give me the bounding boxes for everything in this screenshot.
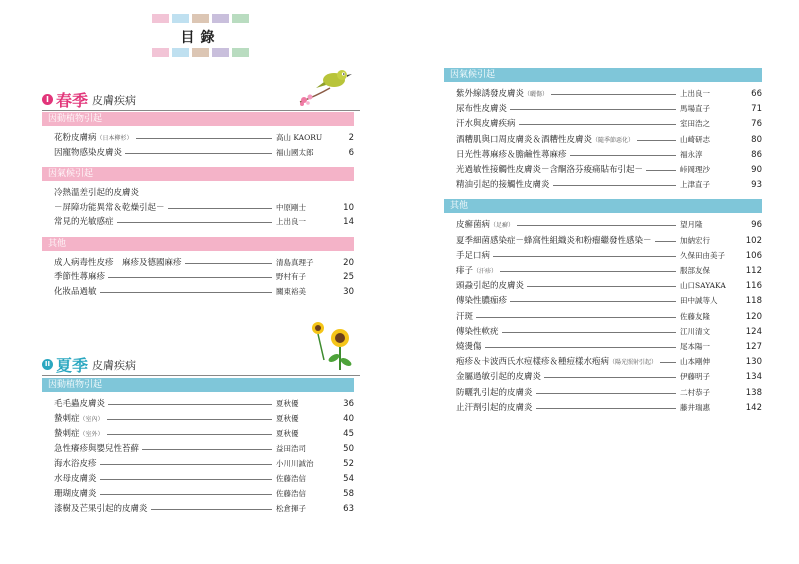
entry-author: 松倉揮子 <box>276 504 306 513</box>
entry-title <box>54 215 117 229</box>
entry-title <box>456 294 510 308</box>
toc-entry[interactable] <box>54 201 354 215</box>
toc-entry[interactable] <box>456 340 762 354</box>
entry-page: 63 <box>343 504 354 514</box>
entry-title-text: 痱子 <box>456 266 474 276</box>
toc-entry[interactable] <box>456 401 762 415</box>
entry-title-text: 海水浴皮疹 <box>54 459 97 469</box>
header-swatches-top <box>152 14 249 23</box>
entry-author: 關東裕美 <box>276 286 306 296</box>
toc-entry[interactable] <box>54 457 354 471</box>
entry-title <box>456 401 536 415</box>
entry-page: 25 <box>343 272 354 282</box>
entry-title <box>456 163 646 177</box>
leader-line <box>456 347 676 348</box>
group-label: 其他 <box>42 237 354 251</box>
entry-title-text: 頭蝨引起的皮膚炎 <box>456 281 525 292</box>
entry-note: （曬傷） <box>524 91 549 98</box>
entry-title <box>54 270 108 284</box>
entry-author: 山本剛伸 <box>680 357 710 367</box>
toc-entry[interactable] <box>54 427 354 441</box>
entry-author: 上出良一 <box>276 217 306 226</box>
toc-entry[interactable] <box>54 186 354 200</box>
entry-page: 52 <box>343 459 354 469</box>
toc-entry[interactable] <box>456 218 762 232</box>
entry-title <box>54 131 136 146</box>
group-label: 因氣候引起 <box>42 167 354 181</box>
entry-page: 130 <box>745 357 762 368</box>
entry-title <box>54 397 108 411</box>
toc-entry[interactable] <box>54 412 354 426</box>
entry-page: 2 <box>348 133 354 143</box>
entry-title <box>54 427 107 442</box>
toc-entry[interactable] <box>54 131 354 145</box>
entry-author: 小川川誠治 <box>276 459 314 468</box>
entry-page: 30 <box>343 286 354 297</box>
entry-title-text: －屏障功能異常＆乾燥引起－ <box>54 202 165 213</box>
entry-page: 142 <box>745 402 762 413</box>
entry-page: 112 <box>745 266 762 276</box>
entry-author: 二村恭子 <box>680 387 710 397</box>
toc-entry[interactable] <box>54 215 354 229</box>
entry-note: （室外） <box>79 431 104 438</box>
entry-title-text: 金屬過敏引起的皮膚炎 <box>456 372 542 383</box>
entry-title-text: 尿布性皮膚炎 <box>456 104 508 115</box>
toc-entry[interactable] <box>456 178 762 192</box>
entry-title-text: 傳染性軟疣 <box>456 326 499 337</box>
toc-entry[interactable] <box>54 270 354 284</box>
color-swatch <box>212 14 229 23</box>
entry-note: （足癬） <box>490 222 515 230</box>
toc-entry[interactable] <box>456 117 762 131</box>
entry-author: 夏秋優 <box>276 414 299 423</box>
entry-title-text: 花粉皮膚病 <box>54 133 97 143</box>
entry-author: 服部友保 <box>680 266 710 275</box>
group-label: 因動植物引起 <box>42 378 354 392</box>
group-label: 因動植物引起 <box>42 112 354 126</box>
entry-title <box>54 186 142 200</box>
entry-title <box>54 442 142 456</box>
entry-author: 上出良一 <box>680 89 710 98</box>
toc-entry[interactable] <box>54 502 354 516</box>
toc-entry[interactable] <box>456 386 762 400</box>
entry-note: （隨季節惡化） <box>592 136 635 144</box>
entry-title <box>54 472 100 486</box>
color-swatch <box>152 48 169 57</box>
entry-author: 福永淳 <box>680 149 703 159</box>
toc-entry[interactable] <box>54 397 354 411</box>
entry-page: 102 <box>745 235 762 246</box>
entry-author: 夏秋優 <box>276 399 299 408</box>
toc-entry[interactable] <box>54 442 354 456</box>
toc-entry[interactable] <box>54 487 354 501</box>
entry-page: 124 <box>745 326 762 337</box>
entry-page: 36 <box>343 399 354 409</box>
entry-title <box>456 148 570 162</box>
toc-entry[interactable] <box>456 279 762 293</box>
toc-entry[interactable] <box>54 146 354 160</box>
entry-title-text: 酒糟肌與口周皮膚炎＆酒糟性皮膚炎 <box>456 134 593 145</box>
entry-page: 90 <box>751 165 762 175</box>
entry-author: 佐藤浩信 <box>276 474 306 483</box>
entry-title-text: 蟄刺症 <box>54 414 80 424</box>
color-swatch <box>212 48 229 57</box>
entry-page: 134 <box>745 372 762 383</box>
entry-author: 江川清文 <box>680 326 710 336</box>
entry-note: （汗疹） <box>473 268 498 275</box>
entry-page: 10 <box>343 202 354 213</box>
entry-page: 80 <box>751 134 762 145</box>
entry-title <box>456 386 536 400</box>
entry-page: 40 <box>343 414 354 424</box>
toc-entry[interactable] <box>456 264 762 278</box>
page-title: 目錄 <box>180 30 221 46</box>
spring-title-big: 春季 <box>56 91 89 110</box>
entry-page: 66 <box>751 89 762 99</box>
entry-title <box>54 502 151 516</box>
toc-entry[interactable] <box>456 163 762 177</box>
entry-page: 54 <box>343 474 354 484</box>
color-swatch <box>232 14 249 23</box>
entry-title-text: 季節性蕁麻疹 <box>54 272 106 282</box>
entry-title <box>54 201 168 215</box>
entry-author: 尾本陽一 <box>680 342 710 351</box>
entry-title-text: 汗水與皮膚疾病 <box>456 119 516 130</box>
toc-entry[interactable] <box>54 285 354 299</box>
entry-title-text: 傳染性膿痂疹 <box>456 296 508 307</box>
toc-entry[interactable] <box>456 294 762 308</box>
entry-author: 伊藤明子 <box>680 372 710 382</box>
entry-page: 58 <box>343 489 354 499</box>
entry-title-text: 燒燙傷 <box>456 342 482 352</box>
entry-title <box>456 117 519 131</box>
entry-page: 93 <box>751 180 762 191</box>
entry-page: 6 <box>348 147 354 158</box>
spring-section-header <box>42 88 360 111</box>
entry-page: 71 <box>751 104 762 115</box>
entry-title <box>54 285 100 299</box>
entry-page: 106 <box>745 250 762 261</box>
entry-author: 峠岡理沙 <box>680 165 710 174</box>
toc-entry[interactable] <box>456 310 762 324</box>
entry-title-text: 疱疹＆卡波西氏水痘樣疹＆種痘樣水疱病 <box>456 357 610 368</box>
toc-entry[interactable] <box>456 370 762 384</box>
entry-title-text: 冷熱溫差引起的皮膚炎 <box>54 188 140 198</box>
entry-page: 116 <box>745 281 762 292</box>
entry-author: 中原剛士 <box>276 202 306 212</box>
toc-entry[interactable] <box>456 148 762 162</box>
toc-entry[interactable] <box>456 133 762 147</box>
entry-title <box>54 457 100 471</box>
color-swatch <box>172 14 189 23</box>
entry-title-text: 夏季細菌感染症－蜂窩性組織炎和粉瘤繼發性感染－ <box>456 235 652 246</box>
entry-page: 96 <box>751 220 762 231</box>
entry-title-text: 防曬乳引起的皮膚炎 <box>456 387 533 398</box>
entry-author: 佐藤浩信 <box>276 489 306 498</box>
entry-author: 室田浩之 <box>680 119 710 129</box>
entry-title <box>456 218 517 233</box>
entry-title-text: 紫外線誘發皮膚炎 <box>456 89 525 99</box>
entry-page: 14 <box>343 217 354 227</box>
entry-note: （陽光照射引起） <box>609 359 658 367</box>
entry-page: 120 <box>745 311 762 322</box>
entry-author: 久保田由美子 <box>680 250 725 260</box>
entry-author: 野村有子 <box>276 272 306 281</box>
entry-title <box>456 325 502 339</box>
toc-entry[interactable] <box>456 325 762 339</box>
entry-title-text: 成人病毒性皮疹 麻疹及德國麻疹 <box>54 257 182 268</box>
entry-title <box>456 355 660 370</box>
group-label: 其他 <box>444 199 762 213</box>
entry-title-text: 常見的光敏感症 <box>54 217 114 227</box>
entry-title-text: 漆樹及芒果引起的皮膚炎 <box>54 504 148 514</box>
entry-title <box>456 102 510 116</box>
entry-note: （日本柳杉） <box>96 135 133 142</box>
entry-title-text: 皮癬菌病 <box>456 220 491 231</box>
entry-title-text: 日光性蕁麻疹＆膽鹼性蕁麻疹 <box>456 149 567 160</box>
entry-author: 益田浩司 <box>276 444 306 453</box>
summer-section-number: II <box>42 359 53 370</box>
entry-title <box>456 264 500 279</box>
entry-author: 望月隆 <box>680 220 703 230</box>
entry-title <box>456 234 655 248</box>
entry-page: 50 <box>343 444 354 454</box>
entry-page: 127 <box>745 342 762 352</box>
entry-title <box>456 279 527 293</box>
entry-page: 76 <box>751 119 762 130</box>
color-swatch <box>152 14 169 23</box>
entry-note: （室內） <box>79 416 104 423</box>
summer-title-big: 夏季 <box>56 356 89 375</box>
entry-title-text: 手足口病 <box>456 250 491 261</box>
entry-title-text: 珊瑚皮膚炎 <box>54 489 97 499</box>
entry-author: 福山國太郎 <box>276 147 314 157</box>
entry-title-text: 汗斑 <box>456 311 474 322</box>
toc-entry[interactable] <box>456 355 762 369</box>
toc-entry[interactable] <box>456 249 762 263</box>
toc-entry[interactable] <box>456 234 762 248</box>
entry-title-text: 光過敏性接觸性皮膚炎－含酮洛芬痠痛貼布引起－ <box>456 165 644 175</box>
entry-title-text: 毛毛蟲皮膚炎 <box>54 399 106 409</box>
header-swatches-bottom <box>152 48 249 57</box>
toc-entry[interactable] <box>456 87 762 101</box>
group-label: 因氣候引起 <box>444 68 762 82</box>
entry-page: 20 <box>343 257 354 268</box>
entry-author: 夏秋優 <box>276 429 299 438</box>
entry-title-text: 急性癢疹與嬰兒性苔蘚 <box>54 444 140 454</box>
entry-page: 138 <box>745 387 762 398</box>
entry-title <box>456 249 493 263</box>
entry-page: 118 <box>745 296 762 307</box>
entry-title-text: 止汗劑引起的皮膚炎 <box>456 402 533 413</box>
entry-title <box>456 178 553 192</box>
entry-author: 上津直子 <box>680 180 710 190</box>
color-swatch <box>232 48 249 57</box>
entry-title <box>456 310 476 324</box>
entry-title-text: 因寵物感染皮膚炎 <box>54 147 123 158</box>
leader-line <box>456 317 676 318</box>
entry-author: 佐藤友隆 <box>680 311 710 321</box>
color-swatch <box>192 48 209 57</box>
entry-author: 田中誠等人 <box>680 296 718 306</box>
entry-title <box>54 487 100 501</box>
entry-title-text: 水母皮膚炎 <box>54 474 97 484</box>
entry-page: 45 <box>343 429 354 439</box>
entry-title <box>456 370 544 384</box>
entry-author: 加納宏行 <box>680 235 710 245</box>
entry-title <box>456 133 637 148</box>
toc-entry[interactable] <box>54 256 354 270</box>
color-swatch <box>172 48 189 57</box>
spring-title-small: 皮膚疾病 <box>92 94 136 107</box>
entry-title <box>54 412 107 427</box>
entry-title <box>456 340 485 354</box>
entry-title-text: 精油引起的接觸性皮膚炎 <box>456 180 550 191</box>
color-swatch <box>192 14 209 23</box>
entry-author: 清島真理子 <box>276 257 314 267</box>
toc-entry[interactable] <box>54 472 354 486</box>
entry-title <box>54 146 125 160</box>
entry-page: 86 <box>751 149 762 160</box>
entry-author: 高山 KAORU <box>276 133 323 142</box>
toc-entry[interactable] <box>456 102 762 116</box>
entry-author: 藤井瑞惠 <box>680 402 710 412</box>
spring-section-number: I <box>42 94 53 105</box>
entry-author: 山口SAYAKA <box>680 281 726 291</box>
entry-title-text: 化妝品過敏 <box>54 286 97 297</box>
entry-author: 山崎研志 <box>680 134 710 144</box>
entry-title <box>54 256 185 270</box>
summer-section-header <box>42 353 360 376</box>
entry-title <box>456 87 551 102</box>
summer-title-small: 皮膚疾病 <box>92 359 136 372</box>
entry-title-text: 蟄刺症 <box>54 429 80 439</box>
entry-author: 馬場直子 <box>680 104 710 114</box>
